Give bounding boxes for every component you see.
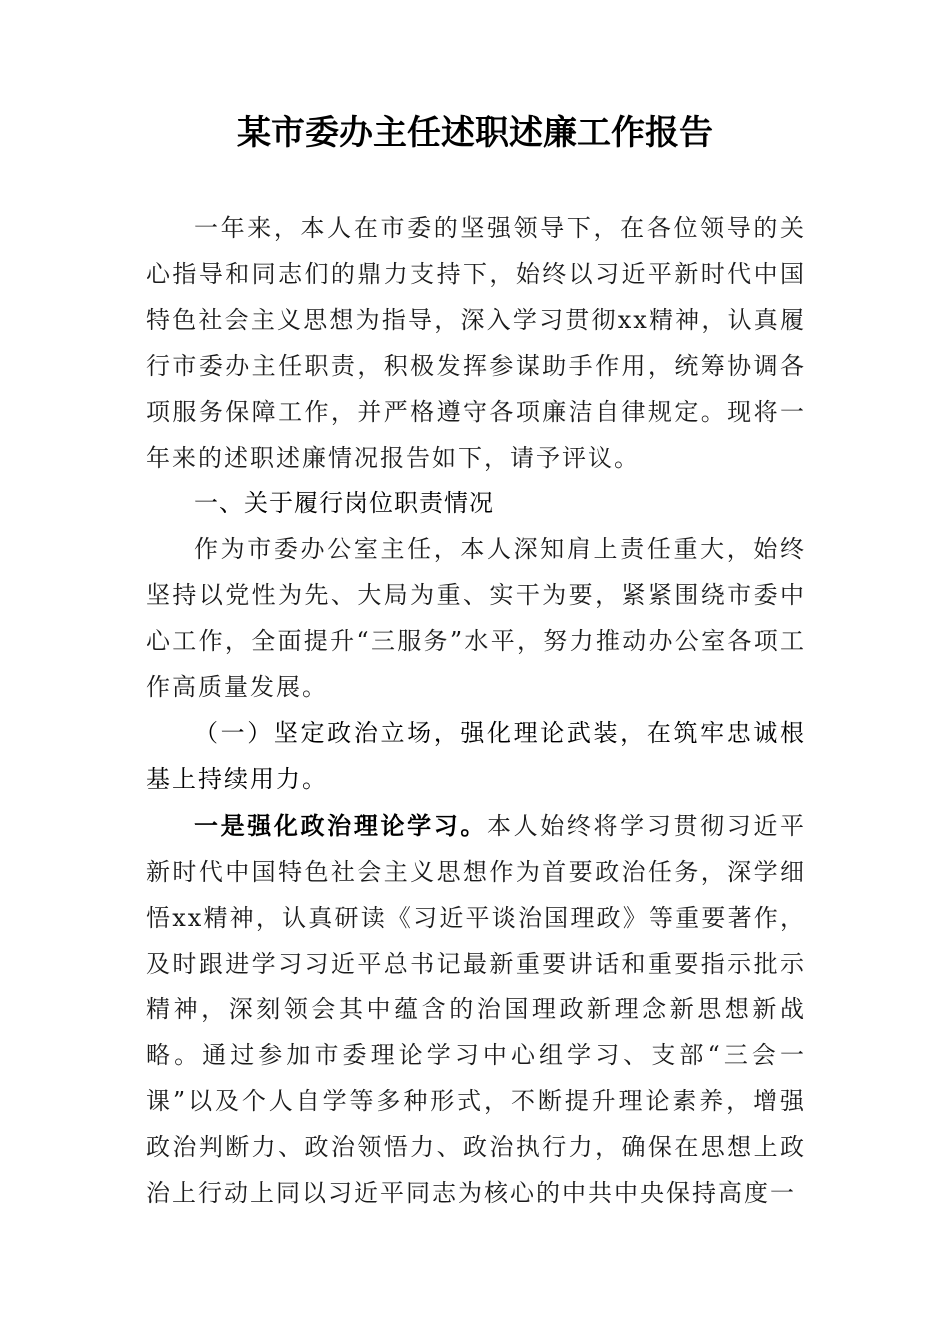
point-1-paragraph [146,803,806,1217]
document-body [146,206,806,1217]
point-1-text: 本人始终将学习贯彻习近平新时代中国特色社会主义思想作为首要政治任务，深学细悟xx精神，认真研读《习近平谈治国理政》等重要著作，及时跟进学习习近平总书记最新重要讲话和重要指示批示精神，深刻领会其中蕴含的治国理政新理念新思想新战略。通过参加市委理论学习中心组学习、支部“三会一课”以及个人自学等多种形式，不断提升理论素养，增强政治判断力、政治领悟力、政治执行力，确保在思想上政治上行动上同以习近平同志为核心的中共中央保持高度一 [146,811,806,1208]
section-heading-1: 一、关于履行岗位职责情况 [194,489,494,518]
subsection-heading-1: （一）坚定政治立场，强化理论武装，在筑牢忠诚根基上持续用力。 [146,718,806,793]
section-1-paragraph: 作为市委办公室主任，本人深知肩上责任重大，始终坚持以党性为先、大局为重、实干为要，紧紧围绕市委中心工作，全面提升“三服务”水平，努力推动办公室各项工作高质量发展。 [146,535,806,702]
document-title: 某市委办主任述职述廉工作报告 [237,113,713,153]
point-1-lead: 一是强化政治理论学习。 [194,810,487,840]
intro-paragraph: 一年来，本人在市委的坚强领导下，在各位领导的关心指导和同志们的鼎力支持下，始终以习近平新时代中国特色社会主义思想为指导，深入学习贯彻xx精神，认真履行市委办主任职责，积极发挥参谋助手作用，统筹协调各项服务保障工作，并严格遵守各项廉洁自律规定。现将一年来的述职述廉情况报告如下，请予评议。 [146,214,806,472]
